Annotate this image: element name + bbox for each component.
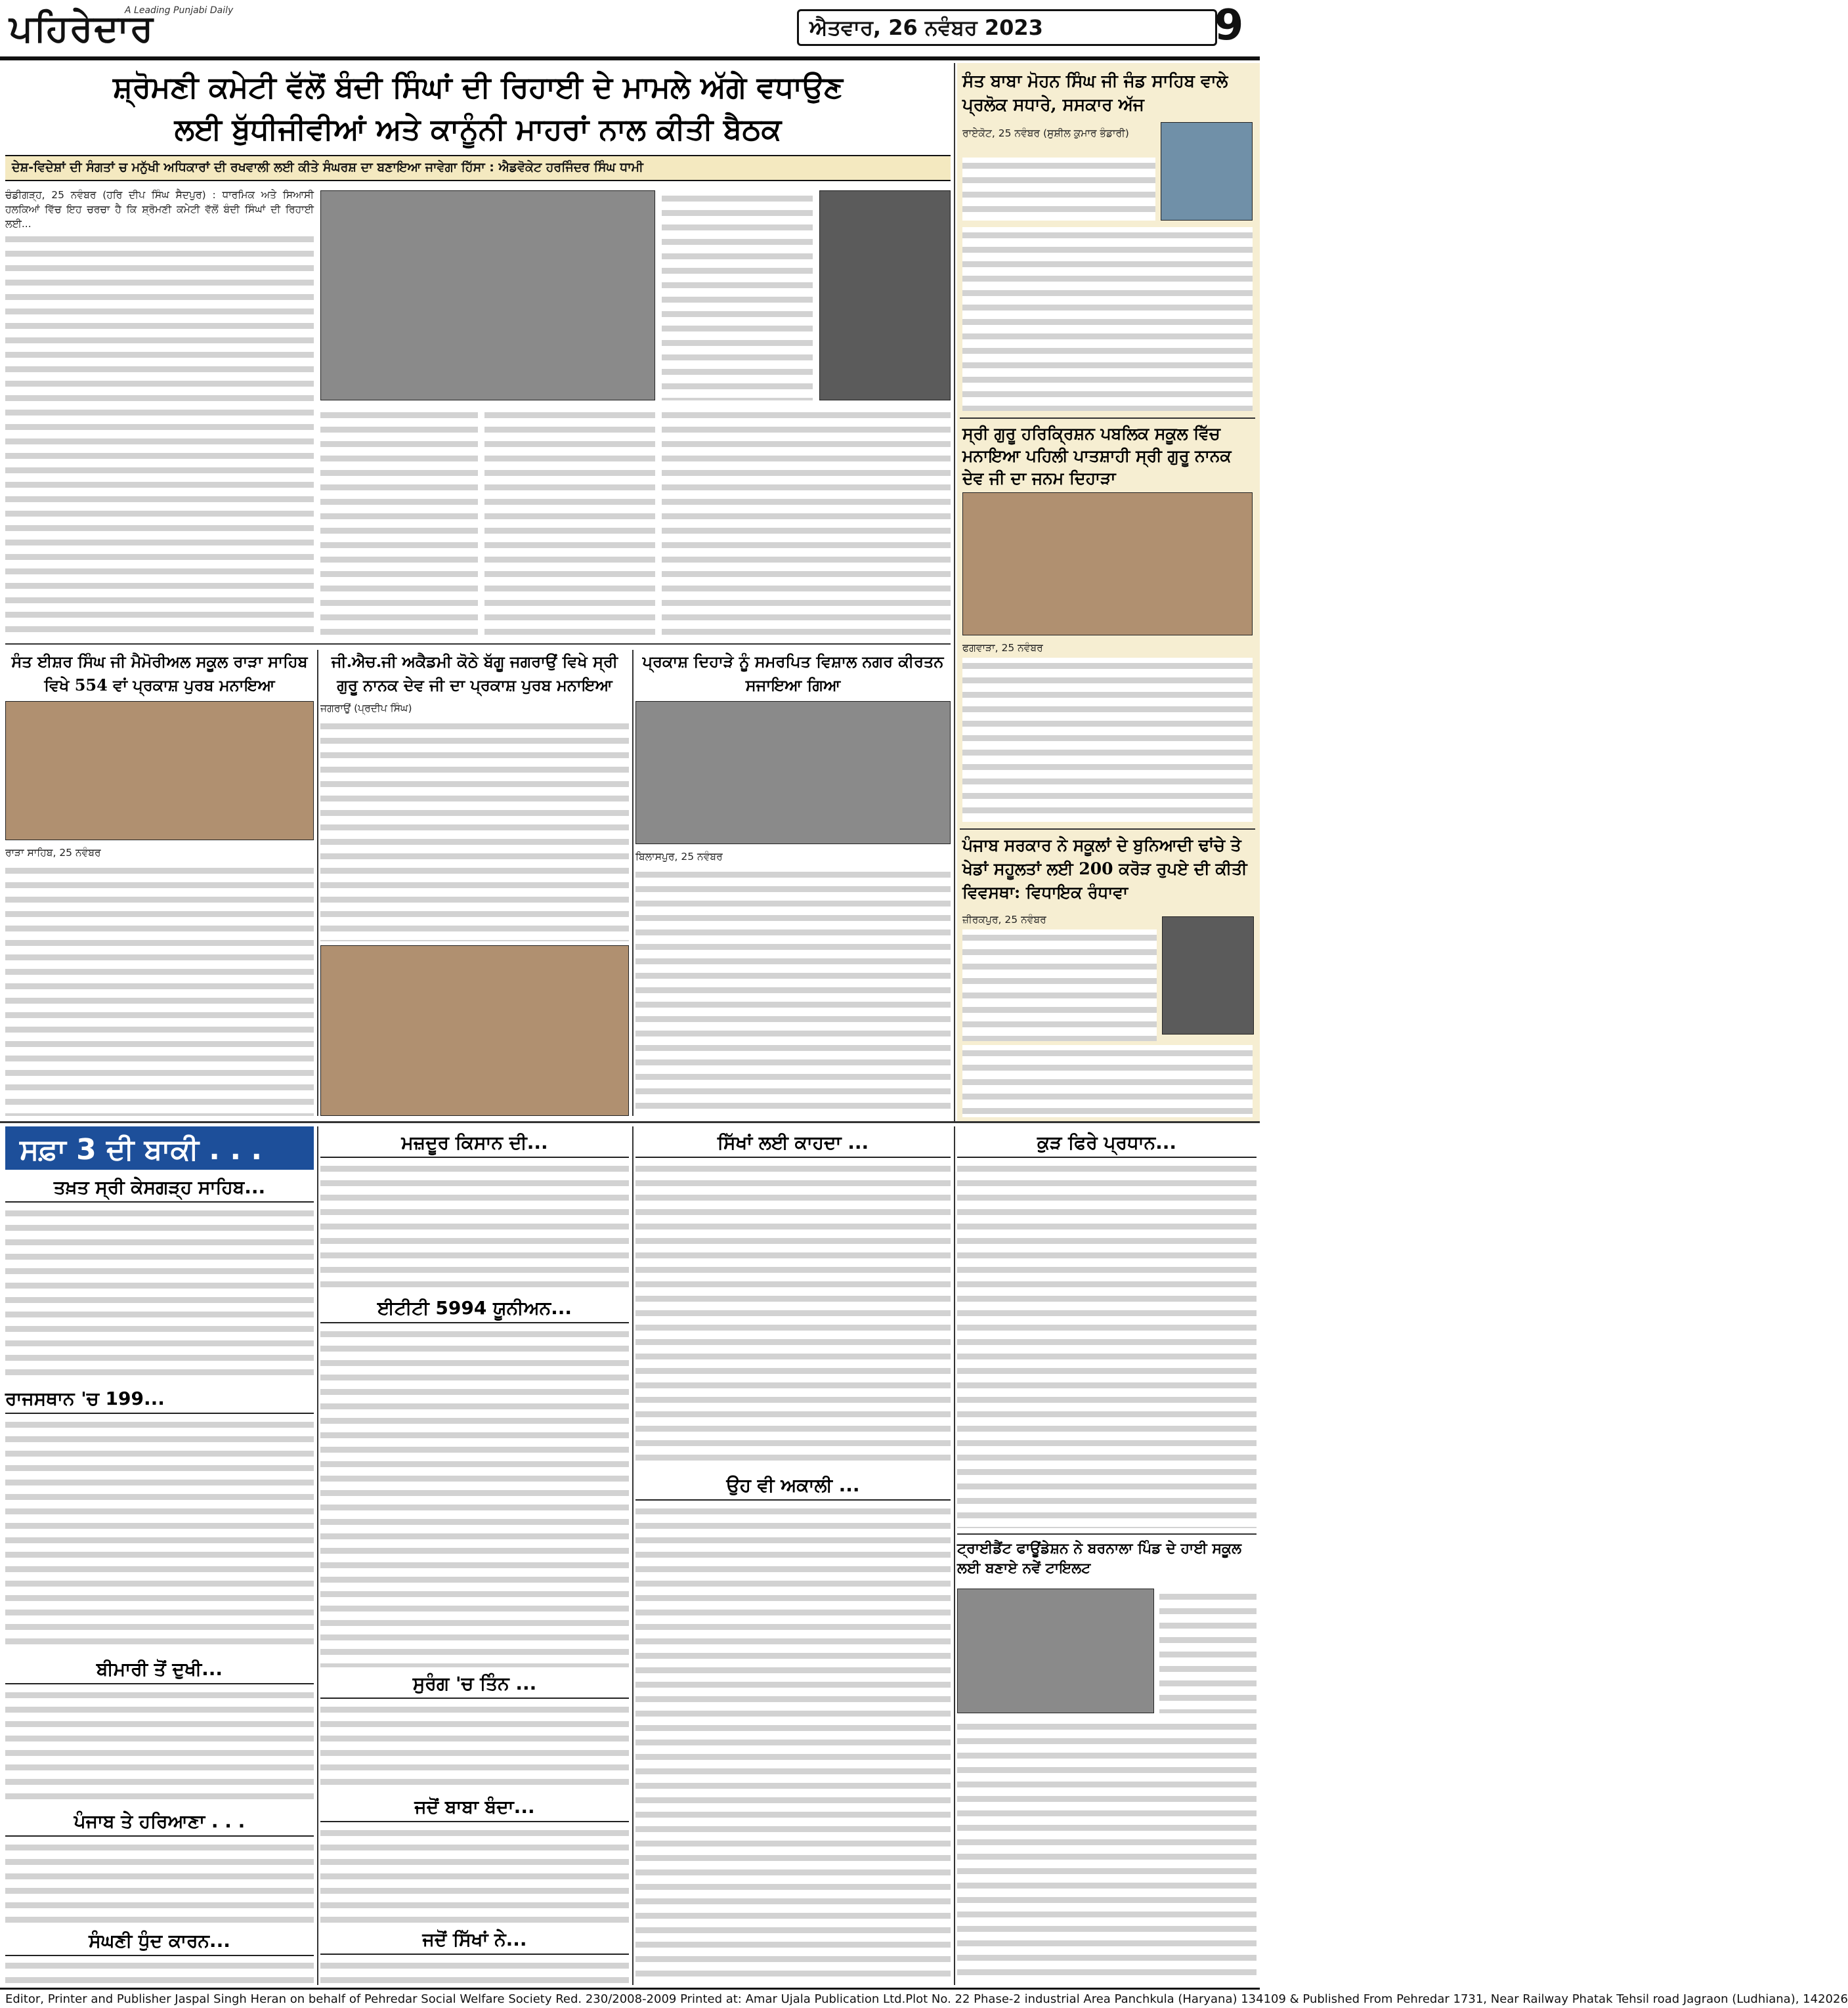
footer-imprint: Editor, Printer and Publisher Jaspal Singh Heran on behalf of Pehredar Social Welfare Society Red. 230/2008-2009 Printed at: Amar Ujala Publication Ltd.Plot No. 22 Phase-2 industrial Area Panchkula (Haryana) 134109 & Published From Pehredar 1731, Near Railway Phatak Tehsil road Jagraon (Ludhiana), 142026 [0,1988,1260,2008]
sidebar-top-headline: ਸੰਤ ਬਾਬਾ ਮੋਹਨ ਸਿੰਘ ਜੀ ਜੰਡ ਸਾਹਿਬ ਵਾਲੇ ਪ੍ਰਲੋਕ ਸਧਾਰੇ, ਸਸਕਾਰ ਅੱਜ [962,72,1228,115]
cont-rule-3 [954,1126,955,1985]
cont-c2-h5: ਜਦੋਂ ਸਿੱਖਾਂ ਨੇ... [320,1929,629,1955]
sidebar-divider-2 [960,828,1255,830]
story-3-body [635,866,951,1116]
cont-c2-b4 [320,1825,629,1923]
sidebar-mid-body [962,658,1253,822]
sidebar-low-body [962,929,1157,1041]
lead-headline-2: ਲਈ ਬੁੱਧੀਜੀਵੀਆਂ ਅਤੇ ਕਾਨੂੰਨੀ ਮਾਹਰਾਂ ਨਾਲ ਕੀਤੀ ਬੈਠਕ [174,112,782,146]
toilet-block-photo [957,1589,1154,1713]
sidebar-low-headline: ਪੰਜਾਬ ਸਰਕਾਰ ਨੇ ਸਕੂਲਾਂ ਦੇ ਬੁਨਿਆਦੀ ਢਾਂਚੇ ਤੇ ਖੇਡਾਂ ਸਹੂਲਤਾਂ ਲਈ 200 ਕਰੋੜ ਰੁਪਏ ਦੀ ਕੀਤੀ ਵਿਵਸਥਾ: ਵਿਧਾਇਕ ਰੰਧਾਵਾ [962,836,1247,902]
sidebar-low-body-2 [962,1045,1253,1117]
mla-portrait [1162,916,1254,1035]
cont-c4-b3 [957,1719,1257,1984]
sidebar-divider-1 [960,417,1255,419]
sidebar-top-dateline: ਰਾਏਕੋਟ, 25 ਨਵੰਬਰ (ਸੁਸ਼ੀਲ ਕੁਮਾਰ ਭੰਡਾਰੀ) [962,127,1129,139]
cont-c2-b2 [320,1326,629,1667]
cont-c3-h1: ਸਿੱਖਾਂ ਲਈ ਕਾਹਦਾ ... [635,1132,951,1158]
school-event-photo [962,492,1253,635]
cont-c2-h3: ਸੁਰੰਗ 'ਚ ਤਿੰਨ ... [320,1673,629,1699]
sidebar-top-body [962,158,1155,221]
cont-c4-h2: ਟ੍ਰਾਈਡੈਂਟ ਫਾਊਂਡੇਸ਼ਨ ਨੇ ਬਰਨਾਲਾ ਪਿੰਡ ਦੇ ਹਾਈ ਸਕੂਲ ਲਈ ਬਣਾਏ ਨਵੇਂ ਟਾਇਲਟ [957,1540,1241,1577]
mid-rule-1 [317,650,318,1116]
lead-portrait [819,190,951,400]
story-2-dateline: ਜਗਰਾਉਂ (ਪ੍ਰਦੀਪ ਸਿੰਘ) [320,702,412,714]
story-3-photo [635,701,951,844]
cont-c2-h1: ਮਜ਼ਦੂਰ ਕਿਸਾਨ ਦੀ... [320,1132,629,1158]
lead-headline-1: ਸ਼੍ਰੋਮਣੀ ਕਮੇਟੀ ਵੱਲੋਂ ਬੰਦੀ ਸਿੰਘਾਂ ਦੀ ਰਿਹਾਈ ਦੇ ਮਾਮਲੇ ਅੱਗੇ ਵਧਾਉਣ [113,70,843,104]
lead-body-col2 [320,407,478,637]
lead-body-col1 [5,231,314,638]
cont-c2-b5 [320,1957,629,1984]
continued-divider [0,1121,1260,1123]
story-1-dateline: ਰਾੜਾ ਸਾਹਿਬ, 25 ਨਵੰਬਰ [5,847,101,859]
cont-c3-b2 [635,1503,951,1984]
cont-c4-b1 [957,1161,1257,1528]
cont-c2-b1 [320,1161,629,1292]
cont-c2-b3 [320,1701,629,1791]
cont-c1-b5 [5,1957,314,1984]
cont-rule-2 [632,1126,634,1985]
sidebar-low-dateline: ਜ਼ੀਰਕਪੁਰ, 25 ਨਵੰਬਰ [962,914,1046,926]
cont-c3-h2: ਉਹ ਵੀ ਅਕਾਲੀ ... [635,1474,951,1501]
sidebar-rule [954,63,955,1121]
cont-c4-b2 [1159,1589,1257,1713]
saint-portrait [1161,122,1253,221]
cont-c2-h4: ਜਦੋਂ ਬਾਬਾ ਬੰਦਾ... [320,1796,629,1822]
cont-c1-b2 [5,1417,314,1653]
mid-rule-2 [632,650,634,1116]
mid-divider [5,643,951,645]
continued-section-title: ਸਫ਼ਾ 3 ਦੀ ਬਾਕੀ . . . [5,1126,314,1170]
cont-c1-b3 [5,1687,314,1805]
page-number: 9 [1214,1,1244,50]
cont-c3-b1 [635,1161,951,1469]
masthead-tagline: A Leading Punjabi Daily [125,5,234,16]
lead-body-col3 [484,407,655,637]
cont-c4-divider [957,1533,1257,1535]
cont-c1-h1: ਤਖ਼ਤ ਸ੍ਰੀ ਕੇਸਗੜ੍ਹ ਸਾਹਿਬ... [5,1176,314,1203]
lead-body-col4 [662,190,813,400]
cont-c1-h3: ਬੀਮਾਰੀ ਤੋਂ ਦੁਖੀ... [5,1658,314,1684]
lead-body-col5 [662,407,951,637]
story-1-body [5,863,314,1116]
cont-c1-b4 [5,1839,314,1925]
cont-c2-h2: ਈਟੀਟੀ 5994 ਯੂਨੀਅਨ... [320,1297,629,1323]
story-2-photo [320,945,629,1116]
meeting-photo [320,190,655,400]
lead-subhead: ਦੇਸ਼-ਵਿਦੇਸ਼ਾਂ ਦੀ ਸੰਗਤਾਂ ਚ ਮਨੁੱਖੀ ਅਧਿਕਾਰਾਂ ਦੀ ਰਖਵਾਲੀ ਲਈ ਕੀਤੇ ਸੰਘਰਸ਼ ਦਾ ਬਣਾਇਆ ਜਾਵੇਗਾ ਹਿੱਸਾ : ਐਡਵੋਕੇਟ ਹਰਜਿੰਦਰ ਸਿੰਘ ਧਾਮੀ [5,155,951,181]
masthead-logo: ਪਹਿਰੇਦਾਰ [9,7,155,50]
story-1-photo [5,701,314,840]
issue-date: ਐਤਵਾਰ, 26 ਨਵੰਬਰ 2023 [797,9,1217,46]
story-2-headline: ਜੀ.ਐਚ.ਜੀ ਅਕੈਡਮੀ ਕੋਠੇ ਬੱਗੂ ਜਗਰਾਉਂ ਵਿਖੇ ਸ੍ਰੀ ਗੁਰੂ ਨਾਨਕ ਦੇਵ ਜੀ ਦਾ ਪ੍ਰਕਾਸ਼ ਪੁਰਬ ਮਨਾਇਆ [331,652,618,694]
story-1-headline: ਸੰਤ ਈਸ਼ਰ ਸਿੰਘ ਜੀ ਮੈਮੋਰੀਅਲ ਸਕੂਲ ਰਾੜਾ ਸਾਹਿਬ ਵਿਖੇ 554 ਵਾਂ ਪ੍ਰਕਾਸ਼ ਪੁਰਬ ਮਨਾਇਆ [11,652,308,694]
cont-c1-h2: ਰਾਜਸਥਾਨ 'ਚ 199... [5,1388,314,1414]
story-2-body [320,718,629,941]
cont-c1-h4: ਪੰਜਾਬ ਤੇ ਹਰਿਆਣਾ . . . [5,1810,314,1837]
story-3-headline: ਪ੍ਰਕਾਸ਼ ਦਿਹਾੜੇ ਨੂੰ ਸਮਰਪਿਤ ਵਿਸ਼ਾਲ ਨਗਰ ਕੀਰਤਨ ਸਜਾਇਆ ਗਿਆ [642,652,944,694]
sidebar-mid-headline: ਸ੍ਰੀ ਗੁਰੂ ਹਰਿਕ੍ਰਿਸ਼ਨ ਪਬਲਿਕ ਸਕੂਲ ਵਿੱਚ ਮਨਾਇਆ ਪਹਿਲੀ ਪਾਤਸ਼ਾਹੀ ਸ੍ਰੀ ਗੁਰੂ ਨਾਨਕ ਦੇਵ ਜੀ ਦਾ ਜਨਮ ਦਿਹਾੜਾ [962,424,1232,488]
cont-c1-b1 [5,1205,314,1382]
cont-rule-1 [317,1126,318,1985]
lead-dateline: ਚੰਡੀਗੜ੍ਹ, 25 ਨਵੰਬਰ (ਹਰਿ ਦੀਪ ਸਿੰਘ ਸੈਦਪੁਰ) : ਧਾਰਮਿਕ ਅਤੇ ਸਿਆਸੀ ਹਲਕਿਆਂ ਵਿੱਚ ਇਹ ਚਰਚਾ ਹੈ ਕਿ ਸ਼੍ਰੋਮਣੀ ਕਮੇਟੀ ਵੱਲੋਂ ਬੰਦੀ ਸਿੰਘਾਂ ਦੀ ਰਿਹਾਈ ਲਈ... [5,189,314,230]
cont-c4-h1: ਕੁੜ ਫਿਰੇ ਪ੍ਰਧਾਨ... [957,1132,1257,1158]
top-rule [0,56,1260,60]
sidebar-top-body-2 [962,227,1253,411]
sidebar-mid-dateline: ਫਗਵਾੜਾ, 25 ਨਵੰਬਰ [962,642,1043,654]
story-3-dateline: ਬਿਲਾਸਪੁਰ, 25 ਨਵੰਬਰ [635,851,723,863]
cont-c1-h5: ਸੰਘਣੀ ਧੁੰਦ ਕਾਰਨ... [5,1930,314,1956]
